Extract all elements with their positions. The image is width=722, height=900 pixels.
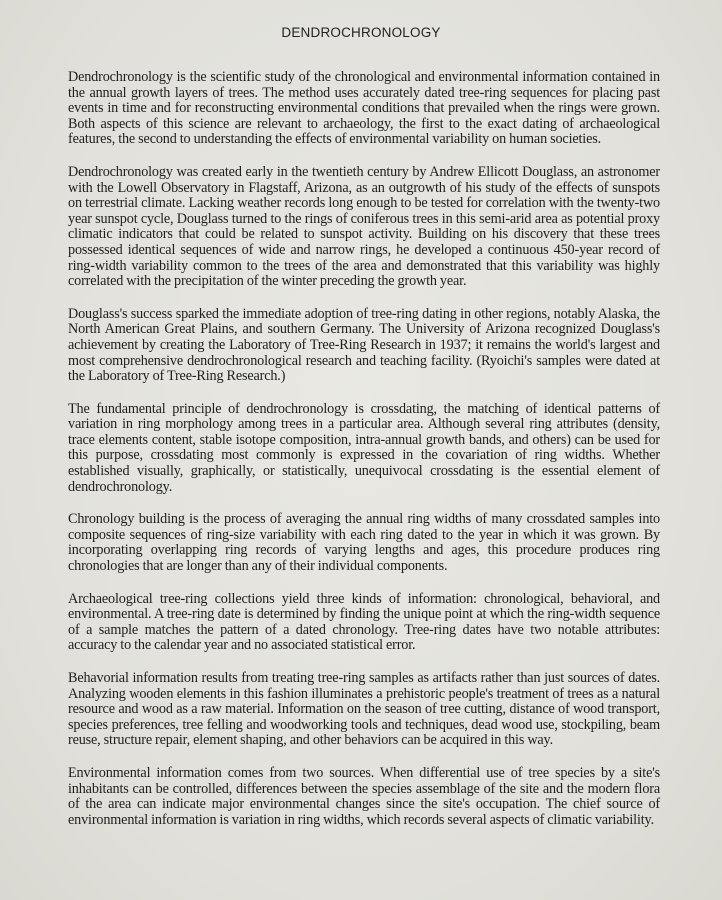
document-body [68,70,660,848]
paragraph-adoption: Douglass's success sparked the immediate adoption of tree-ring dating in other regions, notably Alaska, the North American Great Plains, and southern Germany. The University of Arizona recognized Douglass's achievement by creating the Laboratory of Tree-Ring Research in 1937; it remains the world's largest and most comprehensive dendrochronological research and teaching facility. (Ryoichi's samples were dated at the Laboratory of Tree-Ring Research.) [68,305,660,385]
page-title: DENDROCHRONOLOGY [281,25,441,40]
paragraph-crossdating: The fundamental principle of dendrochronology is crossdating, the matching of identical patterns of variation in ring morphology among trees in a particular area. Although several ring attributes (density, trace elements content, stable isotope composition, intra-annual growth bands, and others) can be used for this purpose, crossdating most commonly is expressed in the covariation of ring widths. Whether established visually, graphically, or statistically, unequivocal crossdating is the essential element of dendrochronology. [68,400,660,495]
paragraph-introduction: Dendrochronology is the scientific study of the chronological and environmental information contained in the annual growth layers of trees. The method uses accurately dated tree-ring sequences for placing past events in time and for reconstructing environmental conditions that prevailed when the rings were grown. Both aspects of this science are relevant to archaeology, the first to the exact dating of archaeological features, the second to understanding the effects of environmental variability on human societies. [68,69,660,148]
paragraph-archaeological-collections: Archaeological tree-ring collections yield three kinds of information: chronological, behavioral, and environmental. A tree-ring date is determined by finding the unique point at which the ring-width sequence of a sample matches the pattern of a dated chronology. Tree-ring dates have two notable attributes: accuracy to the calendar year and no associated statistical error. [68,590,660,654]
paragraph-behavioral-information: Behavorial information results from treating tree-ring samples as artifacts rather than just sources of dates. Analyzing wooden elements in this fashion illuminates a prehistoric people's treatment of trees as a natural resource and wood as a raw material. Information on the season of tree cutting, distance of wood transport, species preferences, tree felling and woodworking tools and techniques, dead wood use, stockpiling, beam reuse, structure repair, element shaping, and other behaviors can be acquired in this way. [68,670,660,749]
paragraph-chronology-building: Chronology building is the process of averaging the annual ring widths of many crossdated samples into composite sequences of ring-size variability with each ring dated to the year in which it was grown. By incorporating overlapping ring records of varying lengths and ages, this procedure produces ring chronologies that are longer than any of their individual components. [68,511,660,575]
paragraph-environmental-information: Environmental information comes from two sources. When differential use of tree species by a site's inhabitants can be controlled, differences between the species assemblage of the site and the modern flora of the area can indicate major environmental changes since the site's occupation. The chief source of environmental information is variation in ring widths, which records several aspects of climatic variability. [68,764,660,828]
paragraph-history: Dendrochronology was created early in the twentieth century by Andrew Ellicott Douglass, an astronomer with the Lowell Observatory in Flagstaff, Arizona, as an outgrowth of his study of the effects of sunspots on terrestrial climate. Lacking weather records long enough to be tested for correlation with the twenty-two year sunspot cycle, Douglass turned to the rings of coniferous trees in this semi-arid area as potential proxy climatic indicators that could be related to sunspot activity. Building on his discovery that these trees possessed identical sequences of wide and narrow rings, he developed a continuous 450-year record of ring-width variability common to the trees of the area and demonstrated that this variability was highly correlated with the precipitation of the winter preceding the growth year. [68,163,660,290]
